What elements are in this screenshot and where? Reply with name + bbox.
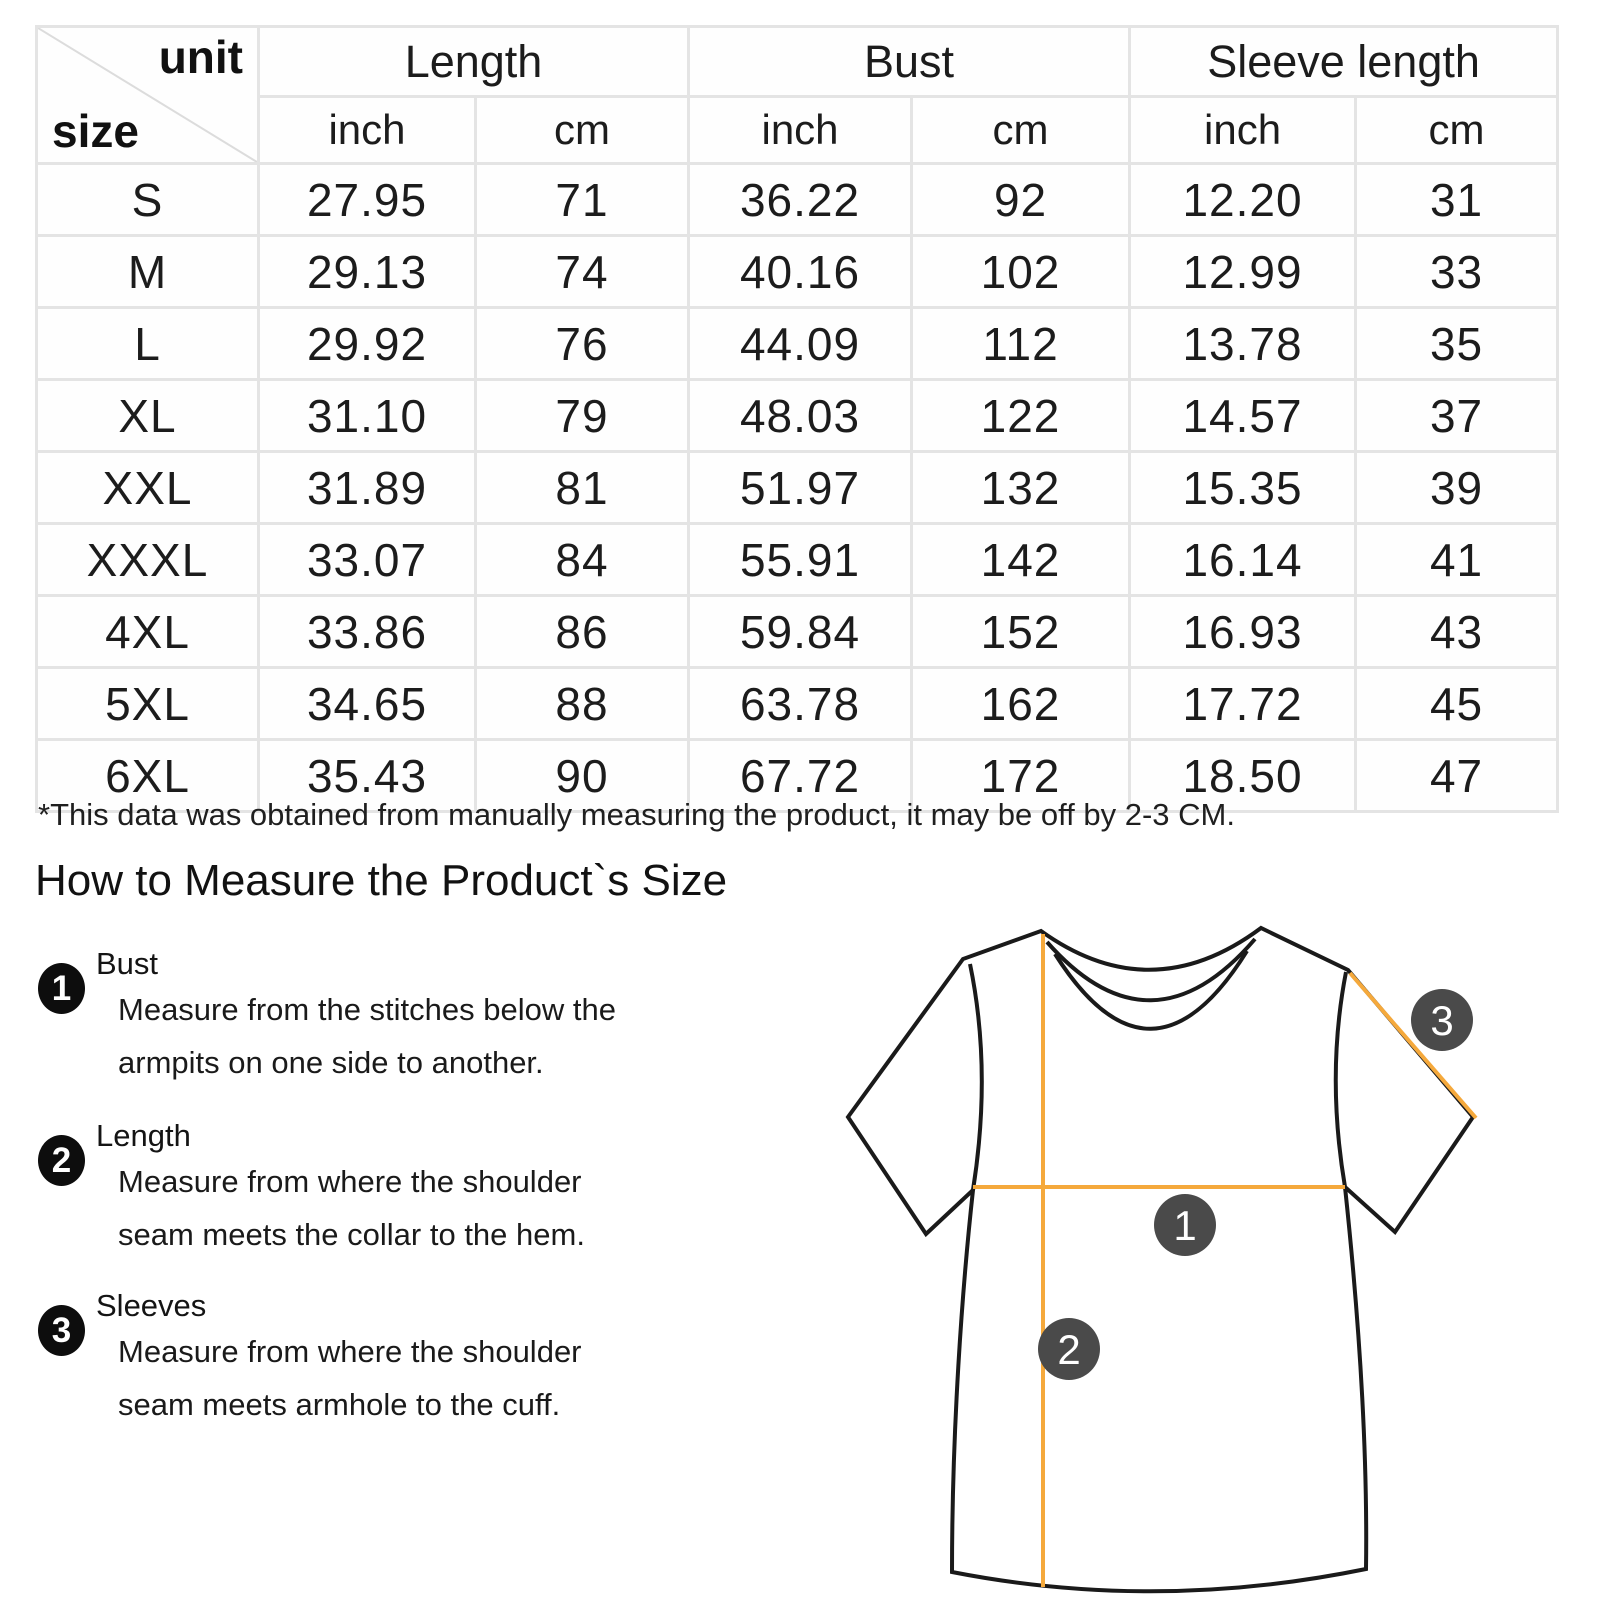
table-row: [37, 524, 1558, 596]
value-cell: 59.84: [689, 596, 912, 668]
value-cell: 74: [476, 236, 689, 308]
value-cell: 35: [1356, 308, 1558, 380]
value-cell: 29.92: [259, 308, 476, 380]
value-cell: 90: [476, 740, 689, 812]
value-cell: 67.72: [689, 740, 912, 812]
measure-step-length: [38, 1117, 698, 1261]
table-row: [37, 164, 1558, 236]
step-title: Bust: [96, 946, 159, 981]
value-cell: 16.93: [1130, 596, 1356, 668]
value-cell: 12.20: [1130, 164, 1356, 236]
value-cell: 27.95: [259, 164, 476, 236]
step-3-badge: 3: [38, 1305, 85, 1356]
value-cell: 31: [1356, 164, 1558, 236]
value-cell: 40.16: [689, 236, 912, 308]
unit-header: inch: [1130, 97, 1356, 164]
table-group-header-row: [37, 27, 1558, 97]
value-cell: 41: [1356, 524, 1558, 596]
step-text-line: seam meets armhole to the cuff.: [118, 1387, 561, 1422]
group-header-sleeve: Sleeve length: [1130, 27, 1558, 97]
value-cell: 86: [476, 596, 689, 668]
svg-text:3: 3: [1430, 997, 1454, 1044]
size-cell: 4XL: [37, 596, 259, 668]
group-header-bust: Bust: [689, 27, 1130, 97]
step-text-line: seam meets the collar to the hem.: [118, 1217, 585, 1252]
size-cell: XXXL: [37, 524, 259, 596]
corner-unit-size-cell: [37, 27, 259, 164]
value-cell: 79: [476, 380, 689, 452]
size-cell: 6XL: [37, 740, 259, 812]
size-cell: 5XL: [37, 668, 259, 740]
value-cell: 122: [912, 380, 1130, 452]
tshirt-diagram: [790, 860, 1600, 1600]
value-cell: 162: [912, 668, 1130, 740]
value-cell: 16.14: [1130, 524, 1356, 596]
value-cell: 47: [1356, 740, 1558, 812]
bust-marker: [1154, 1194, 1216, 1256]
table-row: [37, 236, 1558, 308]
tshirt-outline-icon: [790, 860, 1600, 1600]
value-cell: 45: [1356, 668, 1558, 740]
measure-step-sleeves: [38, 1287, 698, 1431]
value-cell: 34.65: [259, 668, 476, 740]
size-cell: L: [37, 308, 259, 380]
value-cell: 14.57: [1130, 380, 1356, 452]
unit-header: cm: [1356, 97, 1558, 164]
value-cell: 44.09: [689, 308, 912, 380]
value-cell: 18.50: [1130, 740, 1356, 812]
value-cell: 12.99: [1130, 236, 1356, 308]
unit-header: cm: [476, 97, 689, 164]
value-cell: 36.22: [689, 164, 912, 236]
size-table: [35, 25, 1559, 813]
value-cell: 37: [1356, 380, 1558, 452]
size-cell: XXL: [37, 452, 259, 524]
value-cell: 142: [912, 524, 1130, 596]
step-text-line: Measure from where the shoulder: [118, 1164, 582, 1199]
value-cell: 112: [912, 308, 1130, 380]
unit-header: inch: [259, 97, 476, 164]
value-cell: 48.03: [689, 380, 912, 452]
value-cell: 132: [912, 452, 1130, 524]
value-cell: 39: [1356, 452, 1558, 524]
table-row: [37, 308, 1558, 380]
step-text-line: armpits on one side to another.: [118, 1045, 544, 1080]
value-cell: 33.86: [259, 596, 476, 668]
group-header-length: Length: [259, 27, 689, 97]
sleeve-marker: [1411, 989, 1473, 1051]
value-cell: 92: [912, 164, 1130, 236]
value-cell: 17.72: [1130, 668, 1356, 740]
page-title: How to Measure the Product`s Size: [35, 856, 728, 905]
value-cell: 33.07: [259, 524, 476, 596]
value-cell: 43: [1356, 596, 1558, 668]
step-1-badge: 1: [38, 963, 85, 1014]
value-cell: 29.13: [259, 236, 476, 308]
value-cell: 51.97: [689, 452, 912, 524]
unit-header: inch: [689, 97, 912, 164]
value-cell: 88: [476, 668, 689, 740]
table-unit-header-row: [37, 97, 1558, 164]
svg-text:1: 1: [1173, 1202, 1197, 1249]
value-cell: 55.91: [689, 524, 912, 596]
size-cell: S: [37, 164, 259, 236]
value-cell: 63.78: [689, 668, 912, 740]
value-cell: 102: [912, 236, 1130, 308]
unit-header: cm: [912, 97, 1130, 164]
step-title: Length: [96, 1118, 191, 1153]
value-cell: 13.78: [1130, 308, 1356, 380]
length-marker: [1038, 1318, 1100, 1380]
value-cell: 31.89: [259, 452, 476, 524]
value-cell: 81: [476, 452, 689, 524]
table-row: [37, 596, 1558, 668]
value-cell: 71: [476, 164, 689, 236]
size-cell: XL: [37, 380, 259, 452]
step-text-line: Measure from the stitches below the: [118, 992, 616, 1027]
value-cell: 76: [476, 308, 689, 380]
svg-text:2: 2: [1057, 1326, 1081, 1373]
step-title: Sleeves: [96, 1288, 207, 1323]
value-cell: 172: [912, 740, 1130, 812]
table-row: [37, 452, 1558, 524]
value-cell: 84: [476, 524, 689, 596]
step-2-badge: 2: [38, 1135, 85, 1186]
corner-unit-label: unit: [158, 31, 243, 83]
measure-step-bust: [38, 945, 698, 1089]
corner-size-label: size: [52, 105, 139, 157]
value-cell: 35.43: [259, 740, 476, 812]
step-text-line: Measure from where the shoulder: [118, 1334, 582, 1369]
value-cell: 15.35: [1130, 452, 1356, 524]
table-row: [37, 668, 1558, 740]
measurement-disclaimer: *This data was obtained from manually measuring the product, it may be off by 2-3 CM.: [38, 797, 1235, 832]
value-cell: 31.10: [259, 380, 476, 452]
value-cell: 152: [912, 596, 1130, 668]
table-row: [37, 380, 1558, 452]
size-cell: M: [37, 236, 259, 308]
value-cell: 33: [1356, 236, 1558, 308]
